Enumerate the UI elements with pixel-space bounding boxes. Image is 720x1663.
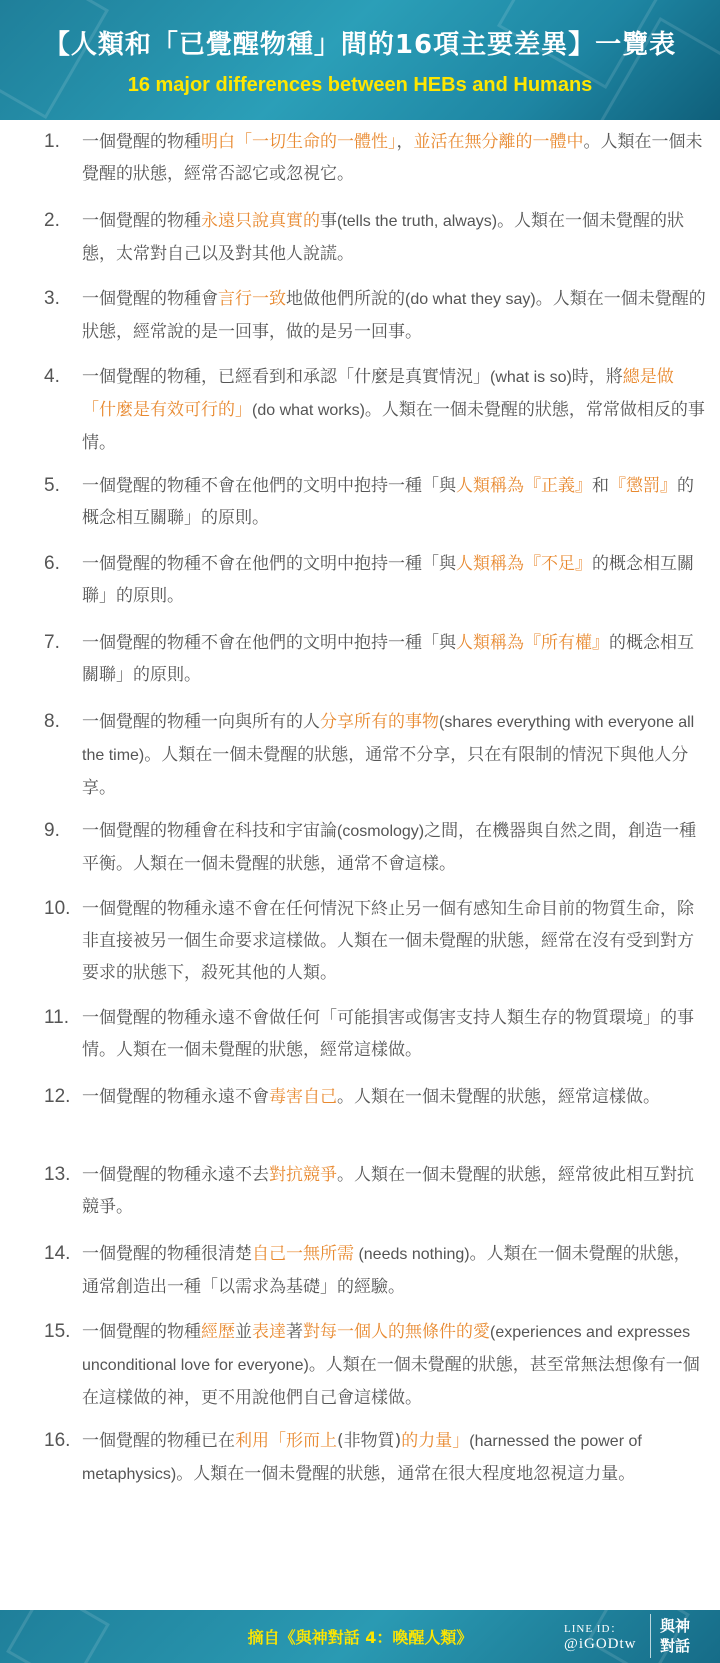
list-item bbox=[0, 815, 720, 880]
item-text: 一個覺醒的物種不會在他們的文明中抱持一種「與 bbox=[82, 554, 456, 574]
item-text: 。人類在一個未覺醒的狀態，通常創造出一種「以需求為基礎」的經驗。 bbox=[82, 1244, 691, 1297]
item-text: 地做他們所說的 bbox=[286, 289, 405, 309]
item-text: 著 bbox=[286, 1322, 303, 1342]
list-item bbox=[0, 1081, 720, 1113]
english-gloss: (shares everything with everyone all the time) bbox=[82, 714, 695, 764]
item-number: 16. bbox=[44, 1430, 71, 1451]
item-text: 。人類在一個未覺醒的狀態，經常否認它或忽視它。 bbox=[82, 132, 703, 184]
item-text: 一個覺醒的物種不會在他們的文明中抱持一種「與 bbox=[82, 633, 456, 653]
item-number: 8. bbox=[44, 711, 60, 732]
item-number: 10. bbox=[44, 898, 71, 919]
item-number: 12. bbox=[44, 1086, 71, 1107]
list-item bbox=[0, 1238, 720, 1303]
english-gloss: (harnessed the power of metaphysics) bbox=[82, 1433, 642, 1483]
item-text: 時，將 bbox=[571, 367, 623, 387]
item-text: 一個覺醒的物種永遠不會做任何「可能損害或傷害支持人類生存的物質環境」的事情。人類在一個未覺醒的狀態，經常這樣做。 bbox=[82, 1008, 694, 1060]
item-text: 一個覺醒的物種永遠不會在任何情況下終止另一個有感知生命目前的物質生命，除非直接被另一個生命要求這樣做。人類在一個未覺醒的狀態，經常在沒有受到對方要求的狀態下，殺死其他的人類。 bbox=[82, 899, 694, 983]
source-citation: 摘自《與神對話 4：喚醒人類》 bbox=[247, 1628, 473, 1647]
item-text: 一個覺醒的物種永遠不會 bbox=[82, 1087, 269, 1107]
item-number: 5. bbox=[44, 475, 60, 496]
page-title: 【人類和「已覺醒物種」間的16項主要差異】一覽表 bbox=[43, 30, 677, 60]
item-number: 6. bbox=[44, 553, 60, 574]
highlighted-text: 分享所有的事物 bbox=[320, 712, 439, 732]
item-text: 一個覺醒的物種 bbox=[82, 211, 201, 231]
footer-banner bbox=[0, 1610, 720, 1663]
item-text: 的概念相互關聯」的原則。 bbox=[82, 476, 694, 528]
highlighted-text: 對抗競爭 bbox=[269, 1165, 337, 1185]
item-text: (非物質) bbox=[337, 1431, 402, 1451]
item-text: 。人類在一個未覺醒的狀態，通常不分享，只在有限制的情況下與他人分享。 bbox=[82, 745, 689, 798]
list-item bbox=[0, 1316, 720, 1414]
highlighted-text: 利用「形而上 bbox=[235, 1431, 337, 1451]
highlighted-text: 人類稱為『不足』 bbox=[456, 554, 592, 574]
item-text: 的概念相互關聯」的原則。 bbox=[82, 554, 694, 606]
highlighted-text: 明白「一切生命的一體性」 bbox=[201, 132, 397, 152]
english-gloss: (tells the truth, always) bbox=[337, 213, 498, 230]
highlighted-text: 人類稱為『正義』 bbox=[456, 476, 592, 496]
item-text: 一個覺醒的物種會 bbox=[82, 289, 218, 309]
item-text: 一個覺醒的物種一向與所有的人 bbox=[82, 712, 320, 732]
line-id-label: LINE ID： bbox=[564, 1623, 623, 1635]
item-text: ， bbox=[396, 132, 414, 152]
page-subtitle: 16 major differences between HEBs and Humans bbox=[127, 74, 593, 96]
item-text: 和 bbox=[592, 476, 609, 496]
highlighted-text: 自己一無所需 bbox=[252, 1244, 354, 1264]
highlighted-text: 毒害自己 bbox=[269, 1087, 337, 1107]
list-item bbox=[0, 470, 720, 534]
logo-text: 與神對話 bbox=[659, 1617, 690, 1655]
list-item bbox=[0, 893, 720, 989]
highlighted-text: 言行一致 bbox=[218, 289, 286, 309]
highlighted-text: 對每一個人的無條件的愛 bbox=[303, 1322, 490, 1342]
item-number: 4. bbox=[44, 366, 60, 387]
item-number: 11. bbox=[44, 1007, 70, 1028]
item-number: 13. bbox=[44, 1164, 71, 1185]
item-text: 。人類在一個未覺醒的狀態，常常做相反的事情。 bbox=[82, 400, 705, 453]
list-item bbox=[0, 1002, 720, 1066]
item-text: 一個覺醒的物種很清楚 bbox=[82, 1244, 252, 1264]
item-text: 事 bbox=[320, 211, 337, 231]
list-item bbox=[0, 126, 720, 190]
list-item bbox=[0, 283, 720, 348]
item-number: 7. bbox=[44, 632, 60, 653]
item-text: 。人類在一個未覺醒的狀態，通常在很大程度地忽視這力量。 bbox=[176, 1464, 636, 1484]
item-text: 的概念相互關聯」的原則。 bbox=[82, 633, 694, 685]
english-gloss: (do what works) bbox=[252, 402, 365, 419]
list-item bbox=[0, 361, 720, 459]
list-item bbox=[0, 706, 720, 804]
list-item bbox=[0, 1425, 720, 1491]
highlighted-text: 並活在無分離的一體中 bbox=[413, 132, 584, 152]
item-text: 一個覺醒的物種 bbox=[82, 132, 201, 152]
highlighted-text: 表達 bbox=[252, 1322, 286, 1342]
list-item bbox=[0, 627, 720, 691]
english-gloss: (do what they say) bbox=[405, 291, 536, 308]
highlighted-text: 永遠只說真實的 bbox=[201, 211, 320, 231]
highlighted-text: 經歷 bbox=[201, 1322, 235, 1342]
item-text: 。人類在一個未覺醒的狀態，經常這樣做。 bbox=[337, 1087, 660, 1107]
item-text: 一個覺醒的物種會在科技和宇宙論 bbox=[82, 821, 337, 841]
english-gloss: (what is so) bbox=[490, 369, 572, 386]
item-text: 。人類在一個未覺醒的狀態，太常對自己以及對其他人說謊。 bbox=[82, 211, 685, 264]
english-gloss: (cosmology) bbox=[337, 823, 425, 840]
item-text: 並 bbox=[235, 1322, 252, 1342]
highlighted-text: 的力量」 bbox=[401, 1431, 470, 1451]
item-text: 一個覺醒的物種 bbox=[82, 1322, 201, 1342]
item-text: 。人類在一個未覺醒的狀態，經常說的是一回事，做的是另一回事。 bbox=[82, 289, 706, 342]
english-gloss: (experiences and expresses unconditional love for everyone) bbox=[82, 1324, 691, 1374]
item-text: 。人類在一個未覺醒的狀態，經常彼此相互對抗競爭。 bbox=[82, 1165, 694, 1217]
english-gloss: (needs nothing) bbox=[354, 1246, 470, 1263]
highlighted-text: 『懲罰』 bbox=[609, 476, 677, 496]
item-number: 9. bbox=[44, 820, 60, 841]
list-item bbox=[0, 548, 720, 612]
highlighted-text: 人類稱為『所有權』 bbox=[456, 633, 609, 653]
item-text: 。人類在一個未覺醒的狀態，甚至常無法想像有一個在這樣做的神，更不用說他們自己會這樣做。 bbox=[82, 1355, 700, 1408]
item-number: 14. bbox=[44, 1243, 71, 1264]
line-id-value: @iGODtw bbox=[564, 1636, 637, 1652]
item-text: 一個覺醒的物種，已經看到和承認「什麼是真實情況」 bbox=[82, 367, 490, 387]
list-item bbox=[0, 205, 720, 270]
highlighted-text: 總是做「什麼是有效可行的」 bbox=[82, 367, 674, 420]
item-text: 一個覺醒的物種已在 bbox=[82, 1431, 235, 1451]
item-number: 2. bbox=[44, 210, 60, 231]
item-text: 一個覺醒的物種不會在他們的文明中抱持一種「與 bbox=[82, 476, 456, 496]
header-banner bbox=[0, 0, 720, 120]
item-text: 一個覺醒的物種永遠不去 bbox=[82, 1165, 269, 1185]
list-item bbox=[0, 1159, 720, 1223]
item-text: 之間，在機器與自然之間，創造一種平衡。人類在一個未覺醒的狀態，通常不會這樣。 bbox=[82, 821, 697, 874]
item-number: 15. bbox=[44, 1321, 71, 1342]
brand-logo bbox=[650, 1614, 699, 1658]
item-number: 1. bbox=[44, 131, 60, 152]
item-number: 3. bbox=[44, 288, 60, 309]
